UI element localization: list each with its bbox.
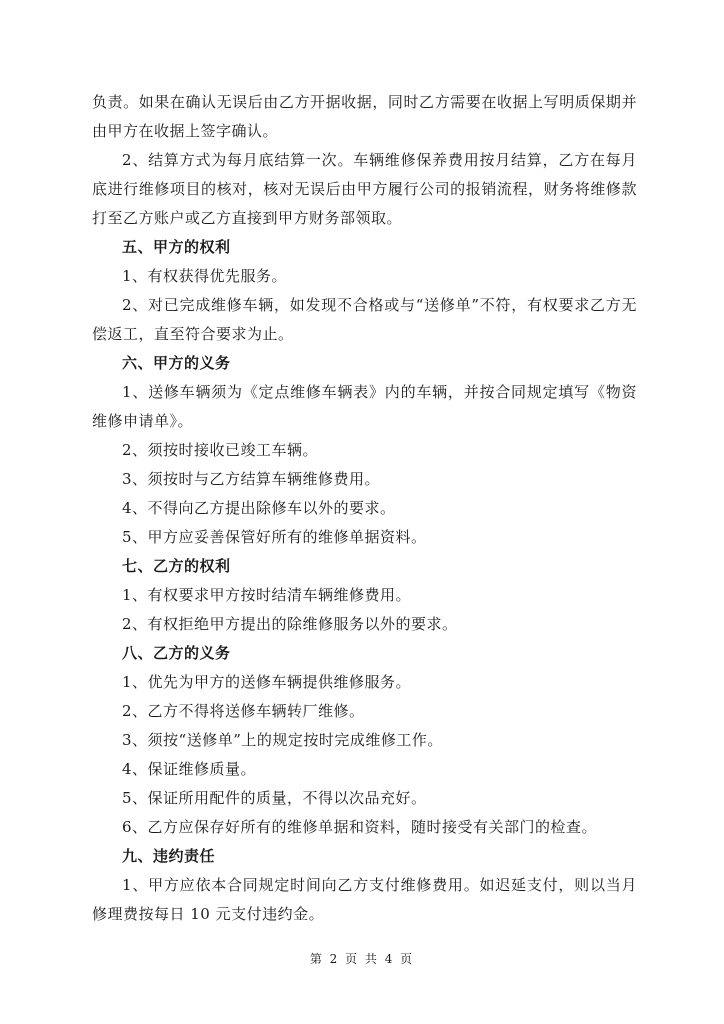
paragraph: 3、须按时与乙方结算车辆维修费用。	[122, 470, 381, 488]
paragraph: 1、甲方应依本合同规定时间向乙方支付维修费用。如迟延支付，则以当月修理费按每日 10 元支付违约金。	[92, 876, 637, 923]
paragraph: 2、有权拒绝甲方提出的除维修服务以外的要求。	[122, 615, 458, 633]
paragraph: 2、对已完成维修车辆，如发现不合格或与“送修单”不符，有权要求乙方无偿返工，直至符合要求为止。	[92, 296, 637, 343]
paragraph: 1、优先为甲方的送修车辆提供维修服务。	[122, 673, 412, 691]
paragraph: 4、保证维修质量。	[122, 760, 257, 778]
paragraph: 1、有权获得优先服务。	[122, 267, 288, 285]
paragraph: 1、有权要求甲方按时结清车辆维修费用。	[122, 586, 412, 604]
paragraph: 负责。如果在确认无误后由乙方开据收据，同时乙方需要在收据上写明质保期并由甲方在收据上签字确认。	[92, 93, 637, 140]
paragraph: 2、结算方式为每月底结算一次。车辆维修保养费用按月结算，乙方在每月底进行维修项目的核对，核对无误后由甲方履行公司的报销流程，财务将维修款打至乙方账户或乙方直接到甲方财务部领取。	[92, 151, 637, 227]
paragraph: 6、乙方应保存好所有的维修单据和资料，随时接受有关部门的检查。	[122, 818, 598, 836]
section-heading: 九、违约责任	[122, 847, 216, 865]
section-heading: 七、乙方的权利	[122, 557, 231, 575]
paragraph: 2、乙方不得将送修车辆转厂维修。	[122, 702, 365, 720]
paragraph: 2、须按时接收已竣工车辆。	[122, 441, 319, 459]
document-body	[92, 88, 637, 929]
paragraph: 5、甲方应妥善保管好所有的维修单据资料。	[122, 528, 427, 546]
section-heading: 八、乙方的义务	[122, 644, 231, 662]
paragraph: 3、须按“送修单”上的规定按时完成维修工作。	[122, 731, 443, 749]
section-heading: 六、甲方的义务	[122, 354, 231, 372]
page-footer: 第 2 页 共 4 页	[309, 952, 415, 966]
section-heading: 五、甲方的权利	[122, 238, 231, 256]
paragraph: 4、不得向乙方提出除修车以外的要求。	[122, 499, 396, 517]
paragraph: 5、保证所用配件的质量，不得以次品充好。	[122, 789, 427, 807]
paragraph: 1、送修车辆须为《定点维修车辆表》内的车辆，并按合同规定填写《物资维修申请单》。	[92, 383, 637, 430]
